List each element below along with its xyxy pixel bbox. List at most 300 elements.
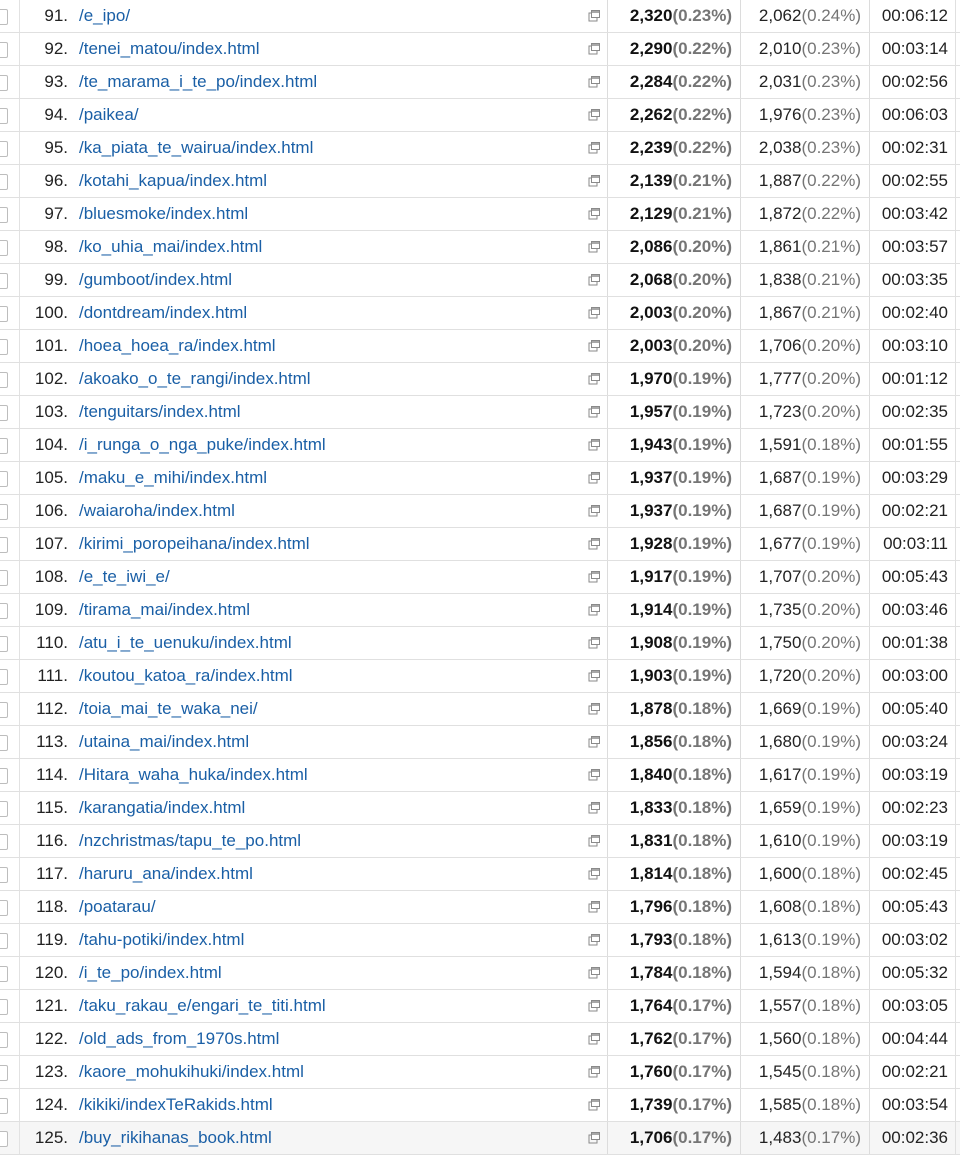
column-divider — [955, 231, 956, 263]
page-path-link[interactable]: /tenguitars/index.html — [79, 402, 241, 421]
page-path-link[interactable]: /e_ipo/ — [79, 6, 131, 25]
unique-pageviews-value: 1,608 — [758, 897, 802, 916]
column-divider — [19, 165, 20, 197]
pageviews-percent: (0.19%) — [672, 435, 732, 454]
page-path-link[interactable]: /dontdream/index.html — [79, 303, 248, 322]
row-index: 125. — [34, 1128, 68, 1147]
unique-pageviews-percent: (0.20%) — [801, 633, 861, 652]
unique-pageviews-cell — [741, 699, 861, 719]
page-path-link[interactable]: /i_runga_o_nga_puke/index.html — [79, 435, 326, 454]
open-in-new-window-icon[interactable] — [588, 109, 600, 121]
column-divider — [955, 264, 956, 296]
open-in-new-window-icon[interactable] — [588, 901, 600, 913]
page-path-link[interactable]: /nzchristmas/tapu_te_po.html — [79, 831, 302, 850]
column-divider — [19, 1056, 20, 1088]
column-divider — [955, 1122, 956, 1154]
column-divider — [19, 957, 20, 989]
row-checkbox[interactable] — [0, 1032, 8, 1048]
table-row — [0, 957, 960, 990]
row-index: 98. — [44, 237, 68, 256]
avg-time-on-page: 00:03:57 — [881, 237, 948, 256]
page-path-link[interactable]: /akoako_o_te_rangi/index.html — [79, 369, 311, 388]
page-path-link[interactable]: /atu_i_te_uenuku/index.html — [79, 633, 292, 652]
unique-pageviews-cell — [741, 72, 861, 92]
pageviews-percent: (0.19%) — [672, 567, 732, 586]
table-row — [0, 330, 960, 363]
page-path-link[interactable]: /te_marama_i_te_po/index.html — [79, 72, 318, 91]
pageviews-value: 1,878 — [629, 699, 673, 718]
unique-pageviews-value: 1,976 — [758, 105, 802, 124]
open-in-new-window-icon[interactable] — [588, 274, 600, 286]
column-divider — [19, 990, 20, 1022]
unique-pageviews-percent: (0.19%) — [801, 468, 861, 487]
row-checkbox[interactable] — [0, 339, 8, 355]
row-checkbox[interactable] — [0, 504, 8, 520]
row-index: 97. — [44, 204, 68, 223]
pageviews-cell — [608, 468, 732, 488]
table-row — [0, 891, 960, 924]
row-checkbox[interactable] — [0, 1131, 8, 1147]
page-path-link[interactable]: /ka_piata_te_wairua/index.html — [79, 138, 314, 157]
column-divider — [19, 858, 20, 890]
row-checkbox[interactable] — [0, 801, 8, 817]
pageviews-percent: (0.17%) — [672, 996, 732, 1015]
column-divider — [19, 0, 20, 32]
table-row — [0, 924, 960, 957]
table-row — [0, 726, 960, 759]
column-divider — [955, 297, 956, 329]
row-index: 94. — [44, 105, 68, 124]
pageviews-percent: (0.21%) — [672, 204, 732, 223]
open-in-new-window-icon[interactable] — [588, 769, 600, 781]
row-index: 122. — [34, 1029, 68, 1048]
unique-pageviews-value: 1,594 — [758, 963, 802, 982]
row-index: 103. — [34, 402, 68, 421]
unique-pageviews-percent: (0.18%) — [801, 1095, 861, 1114]
column-divider — [955, 66, 956, 98]
avg-time-on-page: 00:02:21 — [881, 1062, 948, 1081]
column-divider — [19, 627, 20, 659]
column-divider — [19, 660, 20, 692]
open-in-new-window-icon[interactable] — [588, 1000, 600, 1012]
avg-time-on-page: 00:02:23 — [881, 798, 948, 817]
page-path-link[interactable]: /maku_e_mihi/index.html — [79, 468, 268, 487]
row-checkbox[interactable] — [0, 537, 8, 553]
row-checkbox[interactable] — [0, 9, 8, 25]
row-checkbox[interactable] — [0, 471, 8, 487]
row-checkbox[interactable] — [0, 141, 8, 157]
column-divider — [19, 363, 20, 395]
column-divider — [19, 561, 20, 593]
avg-time-on-page: 00:02:40 — [881, 303, 948, 322]
column-divider — [955, 363, 956, 395]
page-path-link[interactable]: /old_ads_from_1970s.html — [79, 1029, 280, 1048]
column-divider — [955, 165, 956, 197]
pageviews-value: 1,796 — [629, 897, 673, 916]
row-checkbox[interactable] — [0, 174, 8, 190]
unique-pageviews-cell — [741, 237, 861, 257]
pageviews-cell — [608, 699, 732, 719]
open-in-new-window-icon[interactable] — [588, 208, 600, 220]
unique-pageviews-cell — [741, 1029, 861, 1049]
pageviews-cell — [608, 270, 732, 290]
open-in-new-window-icon[interactable] — [588, 538, 600, 550]
row-checkbox[interactable] — [0, 240, 8, 256]
pageviews-cell — [608, 105, 732, 125]
pageviews-value: 1,957 — [629, 402, 673, 421]
pageviews-cell — [608, 534, 732, 554]
pageviews-cell — [608, 765, 732, 785]
table-row — [0, 165, 960, 198]
avg-time-on-page: 00:03:19 — [881, 831, 948, 850]
row-checkbox[interactable] — [0, 306, 8, 322]
pageviews-value: 1,928 — [629, 534, 673, 553]
unique-pageviews-value: 2,010 — [758, 39, 802, 58]
open-in-new-window-icon[interactable] — [588, 1066, 600, 1078]
pageviews-cell — [608, 798, 732, 818]
table-row — [0, 1122, 960, 1155]
row-checkbox[interactable] — [0, 438, 8, 454]
unique-pageviews-percent: (0.19%) — [801, 798, 861, 817]
open-in-new-window-icon[interactable] — [588, 1099, 600, 1111]
unique-pageviews-cell — [741, 798, 861, 818]
open-in-new-window-icon[interactable] — [588, 967, 600, 979]
page-path-link[interactable]: /Hitara_waha_huka/index.html — [79, 765, 308, 784]
pageviews-cell — [608, 1062, 732, 1082]
unique-pageviews-percent: (0.18%) — [801, 996, 861, 1015]
row-checkbox[interactable] — [0, 834, 8, 850]
unique-pageviews-cell — [741, 402, 861, 422]
pageviews-cell — [608, 171, 732, 191]
avg-time-on-page: 00:03:14 — [881, 39, 948, 58]
column-divider — [19, 693, 20, 725]
unique-pageviews-value: 1,600 — [758, 864, 802, 883]
open-in-new-window-icon[interactable] — [588, 835, 600, 847]
page-path-link[interactable]: /taku_rakau_e/engari_te_titi.html — [79, 996, 326, 1015]
pageviews-value: 1,833 — [629, 798, 673, 817]
pageviews-cell — [608, 369, 732, 389]
column-divider — [19, 330, 20, 362]
unique-pageviews-cell — [741, 501, 861, 521]
pageviews-cell — [608, 336, 732, 356]
row-index: 106. — [34, 501, 68, 520]
row-checkbox[interactable] — [0, 1098, 8, 1114]
unique-pageviews-cell — [741, 864, 861, 884]
page-path-link[interactable]: /bluesmoke/index.html — [79, 204, 249, 223]
column-divider — [955, 33, 956, 65]
row-checkbox[interactable] — [0, 75, 8, 91]
open-in-new-window-icon[interactable] — [588, 571, 600, 583]
avg-time-on-page: 00:02:55 — [881, 171, 948, 190]
row-index: 124. — [34, 1095, 68, 1114]
page-path-link[interactable]: /karangatia/index.html — [79, 798, 246, 817]
unique-pageviews-value: 1,706 — [758, 336, 802, 355]
row-checkbox[interactable] — [0, 702, 8, 718]
page-path-link[interactable]: /buy_rikihanas_book.html — [79, 1128, 272, 1147]
page-path-link[interactable]: /tenei_matou/index.html — [79, 39, 260, 58]
table-row — [0, 660, 960, 693]
open-in-new-window-icon[interactable] — [588, 1033, 600, 1045]
row-index: 112. — [36, 699, 68, 718]
open-in-new-window-icon[interactable] — [588, 439, 600, 451]
unique-pageviews-value: 2,031 — [758, 72, 802, 91]
unique-pageviews-cell — [741, 930, 861, 950]
unique-pageviews-cell — [741, 996, 861, 1016]
page-path-link[interactable]: /e_te_iwi_e/ — [79, 567, 170, 586]
row-index: 116. — [36, 831, 68, 850]
unique-pageviews-value: 1,723 — [758, 402, 802, 421]
pageviews-percent: (0.18%) — [672, 963, 732, 982]
avg-time-on-page: 00:06:03 — [881, 105, 948, 124]
pageviews-cell — [608, 237, 732, 257]
row-checkbox[interactable] — [0, 900, 8, 916]
page-path-link[interactable]: /toia_mai_te_waka_nei/ — [79, 699, 258, 718]
unique-pageviews-value: 1,483 — [758, 1128, 802, 1147]
column-divider — [19, 891, 20, 923]
unique-pageviews-cell — [741, 138, 861, 158]
unique-pageviews-percent: (0.21%) — [801, 237, 861, 256]
unique-pageviews-cell — [741, 732, 861, 752]
pageviews-percent: (0.22%) — [672, 72, 732, 91]
unique-pageviews-percent: (0.22%) — [801, 204, 861, 223]
page-path-link[interactable]: /tirama_mai/index.html — [79, 600, 251, 619]
page-path-link[interactable]: /kotahi_kapua/index.html — [79, 171, 268, 190]
open-in-new-window-icon[interactable] — [588, 505, 600, 517]
row-checkbox[interactable] — [0, 933, 8, 949]
open-in-new-window-icon[interactable] — [588, 340, 600, 352]
row-index: 120. — [34, 963, 68, 982]
pageviews-value: 1,903 — [629, 666, 673, 685]
column-divider — [955, 1089, 956, 1121]
row-checkbox[interactable] — [0, 966, 8, 982]
unique-pageviews-percent: (0.22%) — [801, 171, 861, 190]
row-index: 108. — [34, 567, 68, 586]
pageviews-value: 2,129 — [629, 204, 673, 223]
page-path-link[interactable]: /ko_uhia_mai/index.html — [79, 237, 263, 256]
page-path-link[interactable]: /koutou_katoa_ra/index.html — [79, 666, 293, 685]
open-in-new-window-icon[interactable] — [588, 307, 600, 319]
column-divider — [955, 726, 956, 758]
pageviews-percent: (0.17%) — [672, 1095, 732, 1114]
open-in-new-window-icon[interactable] — [588, 43, 600, 55]
row-checkbox[interactable] — [0, 1065, 8, 1081]
row-checkbox[interactable] — [0, 405, 8, 421]
page-path-link[interactable]: /haruru_ana/index.html — [79, 864, 253, 883]
open-in-new-window-icon[interactable] — [588, 76, 600, 88]
unique-pageviews-value: 1,838 — [758, 270, 802, 289]
open-in-new-window-icon[interactable] — [588, 604, 600, 616]
unique-pageviews-cell — [741, 369, 861, 389]
row-index: 93. — [44, 72, 68, 91]
page-path-link[interactable]: /kirimi_poropeihana/index.html — [79, 534, 310, 553]
unique-pageviews-percent: (0.20%) — [801, 567, 861, 586]
unique-pageviews-cell — [741, 963, 861, 983]
avg-time-on-page: 00:03:19 — [881, 765, 948, 784]
column-divider — [955, 627, 956, 659]
row-checkbox[interactable] — [0, 603, 8, 619]
unique-pageviews-percent: (0.21%) — [801, 303, 861, 322]
open-in-new-window-icon[interactable] — [588, 1132, 600, 1144]
unique-pageviews-value: 1,887 — [758, 171, 802, 190]
open-in-new-window-icon[interactable] — [588, 934, 600, 946]
page-path-link[interactable]: /paikea/ — [79, 105, 139, 124]
open-in-new-window-icon[interactable] — [588, 142, 600, 154]
open-in-new-window-icon[interactable] — [588, 868, 600, 880]
row-index: 113. — [36, 732, 68, 751]
column-divider — [955, 660, 956, 692]
unique-pageviews-percent: (0.23%) — [801, 105, 861, 124]
pageviews-cell — [608, 138, 732, 158]
row-index: 123. — [34, 1062, 68, 1081]
row-checkbox[interactable] — [0, 207, 8, 223]
open-in-new-window-icon[interactable] — [588, 802, 600, 814]
pageviews-percent: (0.19%) — [672, 468, 732, 487]
open-in-new-window-icon[interactable] — [588, 241, 600, 253]
row-index: 114. — [36, 765, 68, 784]
page-path-link[interactable]: /waiaroha/index.html — [79, 501, 235, 520]
unique-pageviews-percent: (0.21%) — [801, 270, 861, 289]
unique-pageviews-value: 1,545 — [758, 1062, 802, 1081]
table-row — [0, 693, 960, 726]
column-divider — [955, 198, 956, 230]
open-in-new-window-icon[interactable] — [588, 175, 600, 187]
pageviews-percent: (0.22%) — [672, 138, 732, 157]
column-divider — [19, 726, 20, 758]
page-path-link[interactable]: /tahu-potiki/index.html — [79, 930, 245, 949]
table-row — [0, 627, 960, 660]
avg-time-on-page: 00:05:32 — [881, 963, 948, 982]
column-divider — [19, 1023, 20, 1055]
pageviews-cell — [608, 732, 732, 752]
avg-time-on-page: 00:03:11 — [883, 534, 948, 553]
column-divider — [955, 1056, 956, 1088]
column-divider — [955, 858, 956, 890]
unique-pageviews-cell — [741, 567, 861, 587]
open-in-new-window-icon[interactable] — [588, 703, 600, 715]
row-checkbox[interactable] — [0, 372, 8, 388]
pageviews-percent: (0.21%) — [672, 171, 732, 190]
pageviews-percent: (0.18%) — [672, 699, 732, 718]
row-index: 119. — [36, 930, 68, 949]
table-row — [0, 1089, 960, 1122]
pageviews-percent: (0.18%) — [672, 864, 732, 883]
row-checkbox[interactable] — [0, 768, 8, 784]
pageviews-percent: (0.17%) — [672, 1128, 732, 1147]
unique-pageviews-value: 1,777 — [758, 369, 802, 388]
table-row — [0, 33, 960, 66]
row-checkbox[interactable] — [0, 999, 8, 1015]
row-checkbox[interactable] — [0, 669, 8, 685]
unique-pageviews-percent: (0.23%) — [801, 138, 861, 157]
pageviews-value: 1,793 — [629, 930, 673, 949]
unique-pageviews-cell — [741, 435, 861, 455]
unique-pageviews-cell — [741, 204, 861, 224]
pageviews-value: 2,086 — [629, 237, 673, 256]
pageviews-value: 1,917 — [629, 567, 673, 586]
column-divider — [19, 264, 20, 296]
open-in-new-window-icon[interactable] — [588, 670, 600, 682]
pageviews-value: 1,937 — [629, 501, 673, 520]
table-row — [0, 759, 960, 792]
pageviews-cell — [608, 930, 732, 950]
pageviews-percent: (0.20%) — [672, 237, 732, 256]
table-row — [0, 495, 960, 528]
pageviews-value: 1,943 — [629, 435, 673, 454]
row-checkbox[interactable] — [0, 273, 8, 289]
page-path-link[interactable]: /i_te_po/index.html — [79, 963, 222, 982]
row-index: 118. — [36, 897, 68, 916]
open-in-new-window-icon[interactable] — [588, 406, 600, 418]
unique-pageviews-cell — [741, 39, 861, 59]
open-in-new-window-icon[interactable] — [588, 373, 600, 385]
pageviews-percent: (0.19%) — [672, 402, 732, 421]
unique-pageviews-percent: (0.20%) — [801, 666, 861, 685]
table-row — [0, 231, 960, 264]
row-checkbox[interactable] — [0, 735, 8, 751]
table-row — [0, 429, 960, 462]
page-path-link[interactable]: /hoea_hoea_ra/index.html — [79, 336, 276, 355]
unique-pageviews-cell — [741, 1128, 861, 1148]
avg-time-on-page: 00:02:31 — [881, 138, 948, 157]
page-path-link[interactable]: /kaore_mohukihuki/index.html — [79, 1062, 304, 1081]
unique-pageviews-percent: (0.19%) — [801, 699, 861, 718]
unique-pageviews-percent: (0.18%) — [801, 864, 861, 883]
row-checkbox[interactable] — [0, 867, 8, 883]
pageviews-cell — [608, 204, 732, 224]
open-in-new-window-icon[interactable] — [588, 736, 600, 748]
row-index: 91. — [44, 6, 68, 25]
open-in-new-window-icon[interactable] — [588, 637, 600, 649]
unique-pageviews-cell — [741, 171, 861, 191]
row-checkbox[interactable] — [0, 636, 8, 652]
pageviews-percent: (0.18%) — [672, 732, 732, 751]
table-row — [0, 1023, 960, 1056]
row-index: 99. — [44, 270, 68, 289]
table-row — [0, 132, 960, 165]
table-row — [0, 1056, 960, 1089]
page-path-link[interactable]: /utaina_mai/index.html — [79, 732, 250, 751]
pageviews-percent: (0.19%) — [672, 534, 732, 553]
pageviews-cell — [608, 897, 732, 917]
pageviews-cell — [608, 963, 732, 983]
page-path-link[interactable]: /poatarau/ — [79, 897, 156, 916]
column-divider — [19, 297, 20, 329]
row-checkbox[interactable] — [0, 570, 8, 586]
pageviews-cell — [608, 996, 732, 1016]
column-divider — [955, 0, 956, 32]
avg-time-on-page: 00:01:12 — [881, 369, 948, 388]
row-checkbox[interactable] — [0, 42, 8, 58]
page-path-link[interactable]: /kikiki/indexTeRakids.html — [79, 1095, 273, 1114]
open-in-new-window-icon[interactable] — [588, 10, 600, 22]
row-index: 102. — [34, 369, 68, 388]
pageviews-percent: (0.20%) — [672, 303, 732, 322]
pageviews-value: 1,856 — [629, 732, 673, 751]
open-in-new-window-icon[interactable] — [588, 472, 600, 484]
avg-time-on-page: 00:03:24 — [881, 732, 948, 751]
unique-pageviews-percent: (0.20%) — [801, 369, 861, 388]
unique-pageviews-percent: (0.18%) — [801, 1062, 861, 1081]
row-checkbox[interactable] — [0, 108, 8, 124]
page-path-link[interactable]: /gumboot/index.html — [79, 270, 233, 289]
avg-time-on-page: 00:03:46 — [881, 600, 948, 619]
unique-pageviews-value: 1,707 — [758, 567, 802, 586]
pageviews-percent: (0.22%) — [672, 105, 732, 124]
unique-pageviews-percent: (0.19%) — [801, 732, 861, 751]
table-row — [0, 792, 960, 825]
pageviews-value: 2,262 — [629, 105, 673, 124]
row-index: 107. — [34, 534, 68, 553]
